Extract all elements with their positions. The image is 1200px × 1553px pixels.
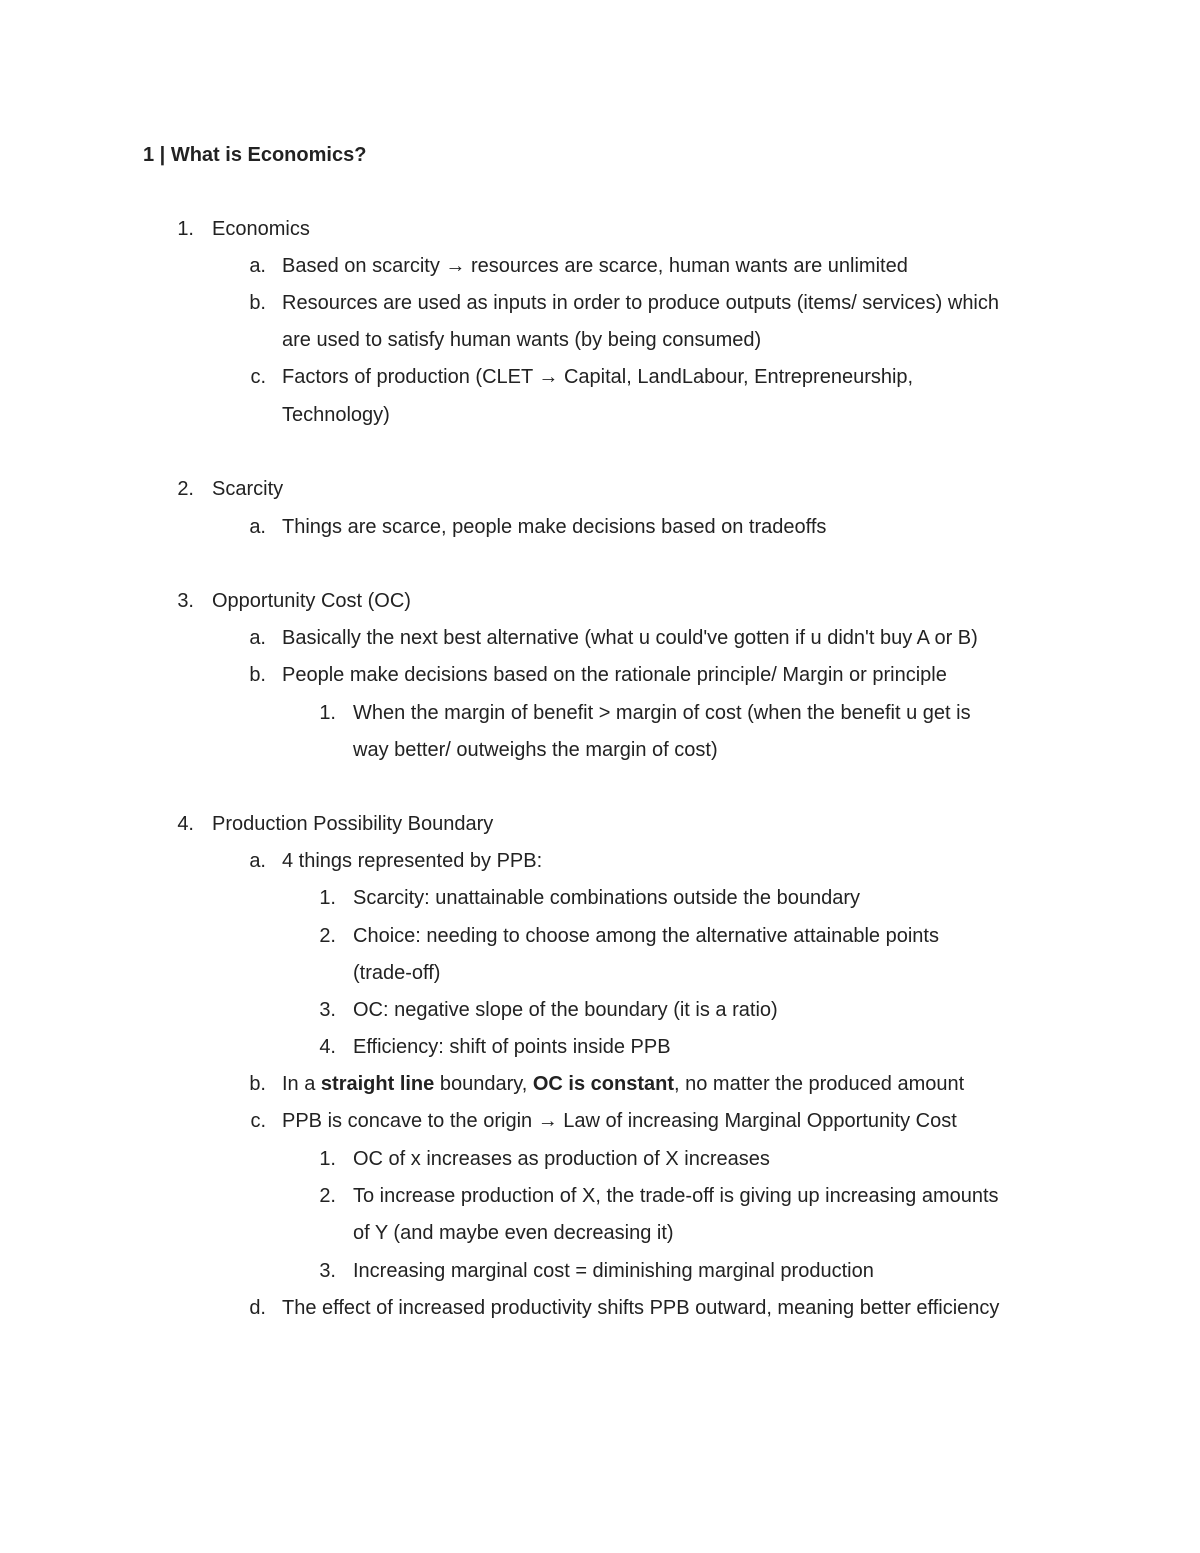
list-marker: 3.	[319, 1260, 336, 1282]
list-item-continuation: (trade-off)	[353, 962, 441, 984]
list-marker: 1.	[177, 218, 194, 240]
list-item: 4 things represented by PPB:	[282, 850, 543, 872]
list-marker: c.	[250, 1110, 266, 1132]
list-item: OC of x increases as production of X increases	[353, 1148, 770, 1170]
list-marker: b.	[249, 1073, 266, 1095]
list-marker: a.	[249, 850, 266, 872]
list-item: Efficiency: shift of points inside PPB	[353, 1036, 671, 1058]
list-item: Based on scarcity → resources are scarce, human wants are unlimited	[282, 255, 908, 277]
list-marker: c.	[250, 366, 266, 388]
list-marker: b.	[249, 292, 266, 314]
section-heading-scarcity: Scarcity	[212, 478, 284, 500]
list-marker: a.	[249, 627, 266, 649]
list-marker: 1.	[319, 1148, 336, 1170]
list-marker: 4.	[319, 1036, 336, 1058]
list-item-continuation: way better/ outweighs the margin of cost)	[353, 739, 718, 761]
list-item: Resources are used as inputs in order to produce outputs (items/ services) which	[282, 292, 1000, 314]
list-marker: 2.	[319, 925, 336, 947]
section-heading-ppb: Production Possibility Boundary	[212, 813, 494, 835]
page-title: 1 | What is Economics?	[143, 144, 367, 166]
bold-text: straight line	[320, 1073, 435, 1095]
text-run: , no matter the produced amount	[674, 1073, 965, 1095]
list-item: OC: negative slope of the boundary (it is a ratio)	[353, 999, 778, 1021]
section-heading-opportunity-cost: Opportunity Cost (OC)	[212, 590, 411, 612]
bold-text: OC is constant	[532, 1073, 675, 1095]
list-marker: 1.	[319, 887, 336, 909]
list-marker: 4.	[177, 813, 194, 835]
list-item: Scarcity: unattainable combinations outside the boundary	[353, 887, 860, 909]
text-run: boundary,	[434, 1073, 533, 1095]
list-marker: a.	[249, 516, 266, 538]
list-item: People make decisions based on the rationale principle/ Margin or principle	[282, 664, 947, 686]
list-item: Factors of production (CLET → Capital, LandLabour, Entrepreneurship,	[282, 366, 914, 388]
list-item: When the margin of benefit > margin of cost (when the benefit u get is	[353, 702, 971, 724]
list-item: The effect of increased productivity shifts PPB outward, meaning better efficiency	[282, 1297, 1000, 1319]
list-item: Choice: needing to choose among the alternative attainable points	[353, 925, 939, 947]
list-marker: 3.	[177, 590, 194, 612]
text-run: In a	[282, 1073, 321, 1095]
list-marker: 3.	[319, 999, 336, 1021]
list-item-continuation: of Y (and maybe even decreasing it)	[353, 1222, 674, 1244]
list-item: Basically the next best alternative (what u could've gotten if u didn't buy A or B)	[282, 627, 978, 649]
list-item: Things are scarce, people make decisions based on tradeoffs	[282, 516, 827, 538]
list-item-continuation: are used to satisfy human wants (by being consumed)	[282, 329, 762, 351]
list-item: PPB is concave to the origin → Law of increasing Marginal Opportunity Cost	[282, 1110, 957, 1132]
list-marker: d.	[249, 1297, 266, 1319]
list-marker: b.	[249, 664, 266, 686]
list-item: Increasing marginal cost = diminishing marginal production	[353, 1260, 874, 1282]
list-item: To increase production of X, the trade-off is giving up increasing amounts	[353, 1185, 999, 1207]
section-heading-economics: Economics	[212, 218, 310, 240]
list-marker: a.	[249, 255, 266, 277]
list-marker: 2.	[177, 478, 194, 500]
list-item-continuation: Technology)	[282, 404, 390, 426]
list-item	[282, 1071, 964, 1097]
list-marker: 1.	[319, 702, 336, 724]
list-marker: 2.	[319, 1185, 336, 1207]
